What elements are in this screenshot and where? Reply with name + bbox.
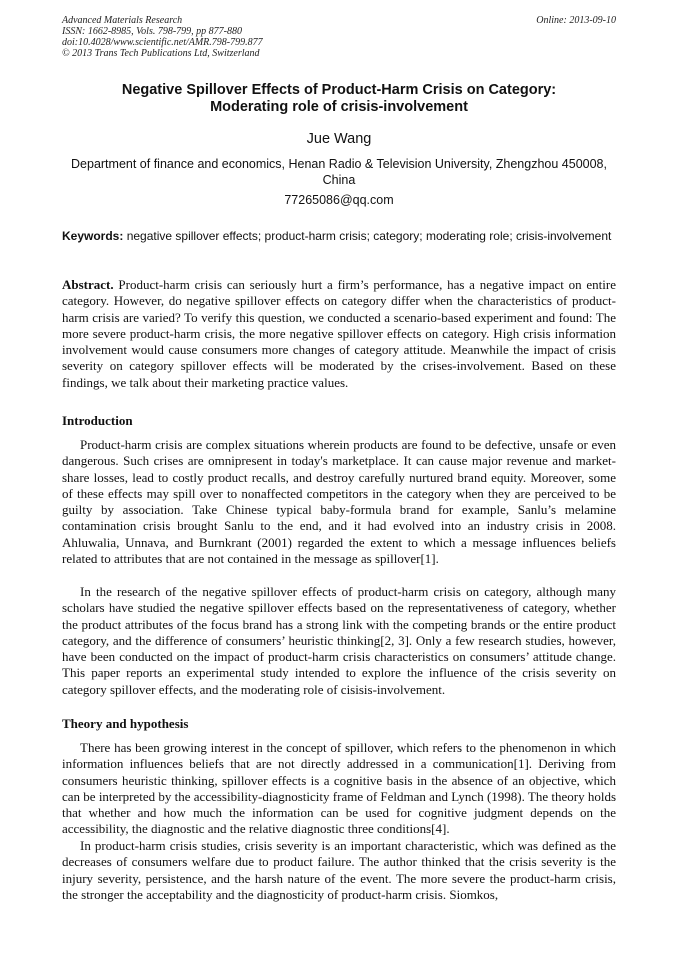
journal-name: Advanced Materials Research xyxy=(62,15,183,26)
doi-line: doi:10.4028/www.scientific.net/AMR.798-799.877 xyxy=(62,37,263,48)
keywords-text: negative spillover effects; product-harm crisis; category; moderating role; crisis-involvement xyxy=(126,229,612,243)
paper-title xyxy=(62,82,616,116)
abstract-label: Abstract. xyxy=(62,277,114,292)
abstract xyxy=(62,277,616,391)
title-line-2: Moderating role of crisis-involvement xyxy=(210,99,468,115)
section-heading-introduction: Introduction xyxy=(62,413,133,428)
copyright-line: © 2013 Trans Tech Publications Ltd, Switzerland xyxy=(62,48,260,59)
introduction-paragraph-1: Product-harm crisis are complex situations wherein products are found to be defective, unsafe or even dangerous. Such crises are omnipresent in today's marketplace. It can cause major revenue and market-share losses, lead to costly product recalls, and destroy carefully nurtured brand equity. Moreover, some of these effects may spill over to nonaffected competitors in the category when they are perceived to be guilty by association. Take Chinese typical baby-formula brand for example, Sanlu’s melamine contamination crisis brought Sanlu to the end, and it had evolved into an industry crisis in 2008. Ahluwalia, Unnava, and Burnkrant (2001) regarded the extent to which a message influences beliefs related to attributes that are not contained in the message as spillover[1]. xyxy=(62,437,616,567)
keywords-label: Keywords: xyxy=(62,229,124,243)
title-line-1: Negative Spillover Effects of Product-Harm Crisis on Category: xyxy=(121,82,557,98)
keywords xyxy=(62,229,616,244)
online-date: Online: 2013-09-10 xyxy=(536,15,616,26)
journal-header xyxy=(62,15,616,59)
introduction-paragraph-2: In the research of the negative spillover effects of product-harm crisis on category, although many scholars have studied the negative spillover effects based on the representativeness of category, whether the product attributes of the focus brand has a strong link with the competing brands or the entire product category, and the difference of consumers’ heuristic thinking[2, 3]. Only a few research studies, however, have been conducted on the impact of product-harm crisis characteristics on consumers’ attitude change. This paper reports an experimental study intended to explore the influence of the crisis severity on category spillover effects, and the moderating role of cisisis-involvement. xyxy=(62,584,616,697)
theory-paragraph-2: In product-harm crisis studies, crisis severity is an important characteristic, which was defined as the decreases of consumers welfare due to product failure. The author thinked that the crisis severity is the injury severity, persistence, and the harsh nature of the event. The more severe the product-harm crisis, the stronger the acceptability and the diagnosticity of product-harm crisis. Siomkos, xyxy=(62,838,616,902)
theory-paragraph-1: There has been growing interest in the concept of spillover, which refers to the phenomenon in which information influences beliefs that are not directly addressed in a communication[1]. Deriving from consumers heuristic thinking, spillover effects is a cognitive basis in the absence of an objective, which can be interpreted by the accessibility-diagnosticity frame of Feldman and Lynch (1998). The theory holds that whether and how much the information can be used for cognitive judgment depends on the accessibility, the diagnostic and the relative diagnostic three conditions[4]. xyxy=(62,740,616,837)
section-heading-theory: Theory and hypothesis xyxy=(62,716,189,731)
author-name: Jue Wang xyxy=(306,131,372,147)
issn-line: ISSN: 1662-8985, Vols. 798-799, pp 877-880 xyxy=(62,26,242,37)
author-affiliation: Department of finance and economics, Henan Radio & Television University, Zhengzhou 450008, China xyxy=(71,157,607,187)
abstract-text: Product-harm crisis can seriously hurt a firm’s performance, has a negative impact on entire category. However, do negative spillover effects on category differ when the characteristics of product-harm crisis are varied? To verify this question, we conducted a scenario-based experiment and found: The more severe product-harm crisis, the more negative spillover effects on category. High crisis information involvement would cause consumers more changes of category attitude. Meanwhile the impact of crisis severity on category spillover effects will be moderated by the crises-involvement. Based on these findings, we talk about their marketing practice values. xyxy=(62,277,616,390)
author-email: 77265086@qq.com xyxy=(284,193,394,207)
